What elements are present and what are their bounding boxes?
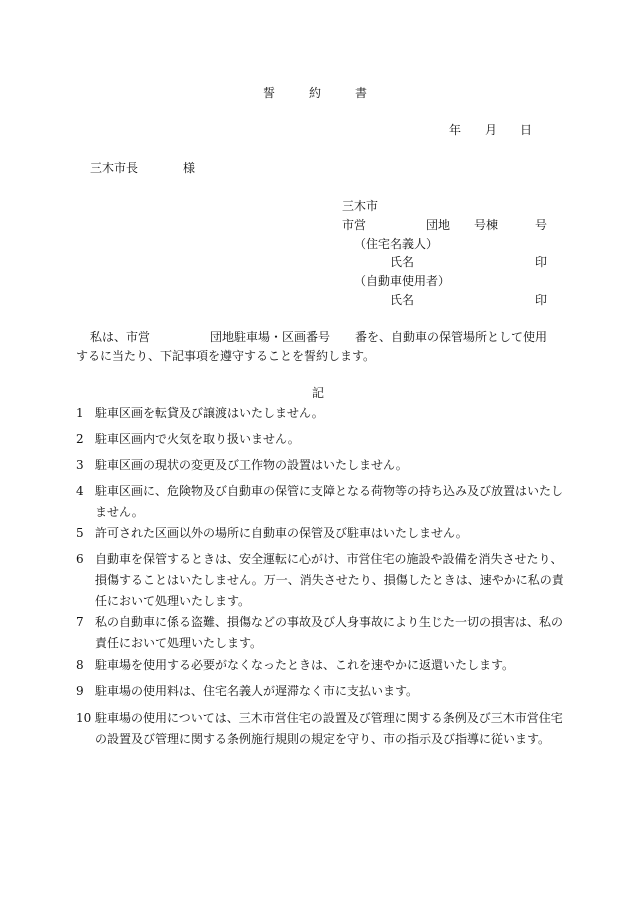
item-text: 駐車場を使用する必要がなくなったときは、これを速やかに返還いたします。 bbox=[95, 658, 515, 672]
list-item bbox=[76, 655, 566, 676]
resident-name-label: 氏名 bbox=[390, 255, 415, 269]
title-char-2: 約 bbox=[309, 86, 322, 100]
item-text: 自動車を保管するときは、安全運転に心がけ、市営住宅の施設や設備を消失させたり、損傷することはいたしません。万一、消失させたり、損傷したときは、速やかに私の責任において処理いたします。 bbox=[95, 552, 564, 608]
list-item bbox=[76, 549, 566, 612]
signer-city: 三木市 bbox=[342, 199, 379, 213]
item-number: 7 bbox=[76, 615, 84, 629]
item-number: 4 bbox=[76, 484, 84, 498]
item-text: 駐車区画に、危険物及び自動車の保管に支障となる荷物等の持ち込み及び放置はいたしません。 bbox=[95, 484, 564, 519]
list-item bbox=[76, 523, 566, 544]
list-item bbox=[76, 429, 566, 450]
item-number: 6 bbox=[76, 552, 84, 566]
ki-heading: 記 bbox=[312, 386, 325, 400]
car-user-label: （自動車使用者） bbox=[354, 274, 451, 288]
item-text: 駐車場の使用料は、住宅名義人が遅滞なく市に支払います。 bbox=[95, 684, 419, 698]
item-number: 8 bbox=[76, 658, 84, 672]
signer-danchi: 団地 bbox=[426, 218, 451, 232]
item-text: 私の自動車に係る盗難、損傷などの事故及び人身事故により生じた一切の損害は、私の責任において処理いたします。 bbox=[95, 615, 564, 650]
list-item bbox=[76, 403, 566, 424]
addressee-name: 三木市長 bbox=[90, 161, 139, 175]
date-day: 日 bbox=[520, 123, 533, 137]
item-number: 10 bbox=[76, 711, 92, 725]
item-text: 駐車場の使用については、三木市営住宅の設置及び管理に関する条例及び三木市営住宅の設置及び管理に関する条例施行規則の規定を守り、市の指示及び指導に従います。 bbox=[95, 711, 563, 746]
date-year: 年 bbox=[449, 123, 462, 137]
list-item bbox=[76, 708, 566, 750]
item-number: 3 bbox=[76, 458, 84, 472]
item-text: 駐車区画内で火気を取り扱いません。 bbox=[95, 432, 300, 446]
item-text: 許可された区画以外の場所に自動車の保管及び駐車はいたしません。 bbox=[95, 526, 468, 540]
intro-part2: 団地駐車場・区画番号 bbox=[210, 330, 331, 344]
list-item bbox=[76, 481, 566, 523]
list-item bbox=[76, 455, 566, 476]
list-item bbox=[76, 612, 566, 654]
resident-seal: 印 bbox=[535, 255, 548, 269]
signer-room: 号 bbox=[535, 218, 548, 232]
item-number: 1 bbox=[76, 406, 84, 420]
intro-line2: するに当たり、下記事項を遵守することを誓約します。 bbox=[76, 349, 376, 363]
item-number: 9 bbox=[76, 684, 84, 698]
car-user-name-label: 氏名 bbox=[390, 293, 415, 307]
intro-part1: 私は、市営 bbox=[90, 330, 151, 344]
item-number: 5 bbox=[76, 526, 84, 540]
addressee-honorific: 様 bbox=[183, 161, 196, 175]
car-user-seal: 印 bbox=[535, 293, 548, 307]
signer-municipal: 市営 bbox=[342, 218, 367, 232]
item-text: 駐車区画の現状の変更及び工作物の設置はいたしません。 bbox=[95, 458, 408, 472]
item-text: 駐車区画を転貸及び譲渡はいたしません。 bbox=[95, 406, 324, 420]
signer-building: 号棟 bbox=[474, 218, 499, 232]
intro-part3: 番を、自動車の保管場所として使用 bbox=[355, 330, 548, 344]
title-char-1: 誓 bbox=[263, 86, 276, 100]
title-char-3: 書 bbox=[355, 86, 368, 100]
resident-label: （住宅名義人） bbox=[354, 237, 439, 251]
item-number: 2 bbox=[76, 432, 84, 446]
date-month: 月 bbox=[485, 123, 498, 137]
list-item bbox=[76, 681, 566, 702]
